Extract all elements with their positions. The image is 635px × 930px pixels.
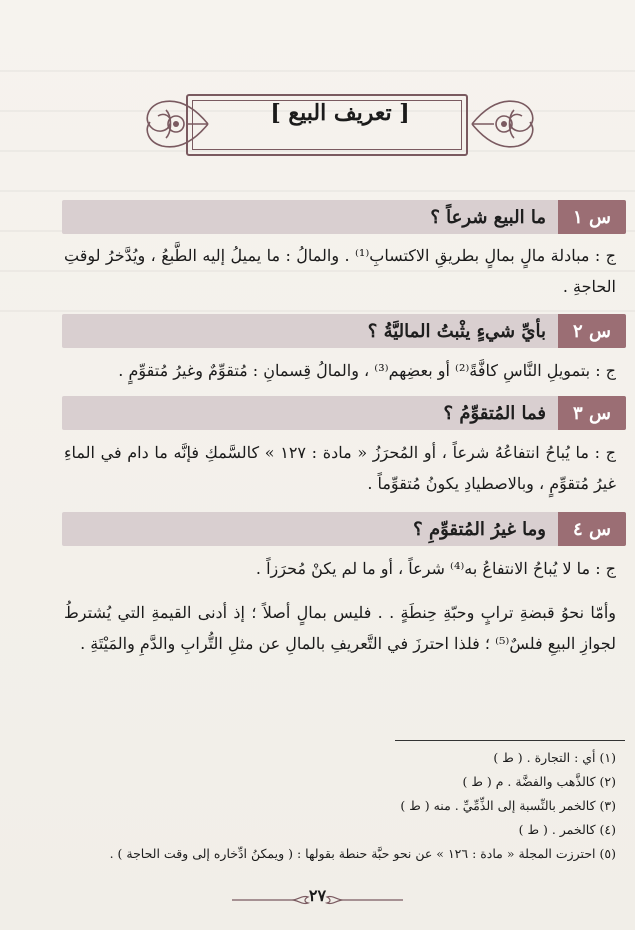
footnote-divider: [395, 740, 625, 741]
question-bar-3: [62, 396, 626, 430]
answer-3: [64, 437, 616, 499]
answer-text: ج : ما لا يُباحُ الانتفاعُ به⁽⁴⁾ شرعاً ، أو ما لم يكنْ مُحرَزاً .: [255, 559, 616, 578]
footnote-1: (١) أي : التجارة . ( ط ): [493, 750, 616, 765]
answer-text: ج : ما يُباحُ انتفاعُهُ شرعاً ، أو المُحرَزُ « مادة : ١٢٧ » كالسَّمكِ فإنَّه ما دام في الماءِ غيرُ مُتقوِّمٍ ، وبالاصطيادِ يكونُ مُتقوِّماً .: [64, 443, 617, 493]
page-title: [ تعريف البيع ]: [270, 100, 410, 126]
question-number: س ٤: [558, 512, 626, 546]
extra-paragraph: [64, 597, 616, 659]
footnotes: [64, 746, 616, 866]
title-frame: [140, 88, 540, 166]
answer-1: [64, 240, 616, 302]
answer-text: ج : مبادلة مالٍ بمالٍ بطريقِ الاكتسابِ⁽¹⁾ . والمالُ : ما يميلُ إليه الطَّبعُ ، ويُدَّخرُ لوقتِ الحاجةِ .: [64, 246, 617, 296]
question-text: فما المُتقوِّمُ ؟: [443, 402, 546, 424]
question-text: ما البيع شرعاً ؟: [430, 206, 546, 228]
question-number: س ٢: [558, 314, 626, 348]
footnote-4: (٤) كالخمر . ( ط ): [518, 822, 616, 837]
page-number-ornament-right-icon: [323, 893, 403, 907]
footnote-3: (٣) كالخمر بالنِّسبة إلى الذِّمِّيِّ . منه ( ط ): [400, 798, 616, 813]
paragraph-text: وأمّا نحوُ قبضةِ ترابٍ وحبّةِ حِنطَةٍ . . فليس بمالٍ أصلاً ؛ إذ أدنى القيمةِ التي يُشترطُ لجوازِ البيعِ فلسٌ⁽⁵⁾ ؛ فلذا احترزَ في التَّعريفِ بالمالِ عن مثلِ التُّرابِ والدَّمِ والمَيْتَةِ .: [64, 603, 616, 653]
question-bar-1: [62, 200, 626, 234]
question-text: بأيِّ شيءٍ يثْبتُ الماليَّةُ ؟: [367, 320, 546, 342]
question-bar-4: [62, 512, 626, 546]
answer-2: [64, 355, 616, 386]
footnote-5: (٥) احترزت المجلة « مادة : ١٢٦ » عن نحو حبَّة حنطة بقولها : ( ويمكنُ ادِّخاره إلى وقت الحاجة ) .: [109, 846, 616, 861]
ornament-right-icon: [470, 88, 540, 160]
question-bar-2: [62, 314, 626, 348]
answer-4: [64, 553, 616, 584]
question-number: س ١: [558, 200, 626, 234]
question-number: س ٣: [558, 396, 626, 430]
page-number: ٢٧: [308, 886, 327, 905]
question-text: وما غيرُ المُتقوِّمِ ؟: [413, 518, 546, 540]
footnote-2: (٢) كالذَّهب والفضَّة . م ( ط ): [462, 774, 616, 789]
answer-text: ج : بتمويلِ النَّاسِ كافَّةً⁽²⁾ أو بعضِهم⁽³⁾ ، والمالُ قِسمانِ : مُتقوِّمٌ وغيرُ مُتقوِّمٍ .: [118, 361, 616, 380]
